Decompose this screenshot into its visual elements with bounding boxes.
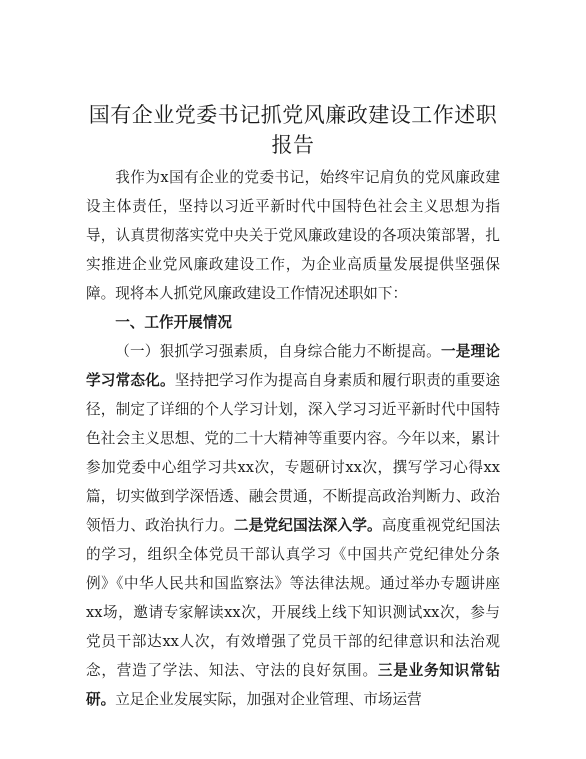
intro-paragraph: 我作为x国有企业的党委书记，始终牢记肩负的党风廉政建设主体责任，坚持以习近平新时代中国特色社会主义思想为指导，认真贯彻落实党中央关于党风廉政建设的各项决策部署，扎实推进企业党风廉政建设工作，为企业高质量发展提供坚强保障。现将本人抓党风廉政建设工作情况述职如下： xyxy=(86,169,500,302)
point-three-heading: 三是业务知识常钻研。 xyxy=(86,662,500,708)
point-two-heading: 二是党纪国法深入学。 xyxy=(233,517,382,534)
point-one-body: 坚持把学习作为提高自身素质和履行职责的重要途径，制定了详细的个人学习计划，深入学习习近平新时代中国特色社会主义思想、党的二十大精神等重要内容。今年以来，累计参加党委中心组学习共xx次，专题研讨xx次，撰写学习心得xx篇，切实做到学深悟透、融会贯通，不断提高政治判断力、政治领悟力、政治执行力。 xyxy=(86,372,500,534)
document-body xyxy=(86,163,500,714)
work-paragraph xyxy=(86,337,500,714)
section-heading: 一、工作开展情况 xyxy=(115,314,232,331)
point-one-heading: 一是理论学习常态化。 xyxy=(86,343,500,389)
point-two-body: 高度重视党纪国法的学习，组织全体党员干部认真学习《中国共产党纪律处分条例》《中华人民共和国监察法》等法律法规。通过举办专题讲座xx场，邀请专家解读xx次，开展线上线下知识测试xx次，参与党员干部达xx人次，有效增强了党员干部的纪律意识和法治观念，营造了学法、知法、守法的良好氛围。 xyxy=(86,517,500,679)
document-title: 国有企业党委书记抓党风廉政建设工作述职报告 xyxy=(88,103,498,157)
subsection-lead: （一）狠抓学习强素质，自身综合能力不断提高。 xyxy=(115,343,441,360)
point-three-body: 立足企业发展实际，加强对企业管理、市场运营 xyxy=(115,691,422,708)
